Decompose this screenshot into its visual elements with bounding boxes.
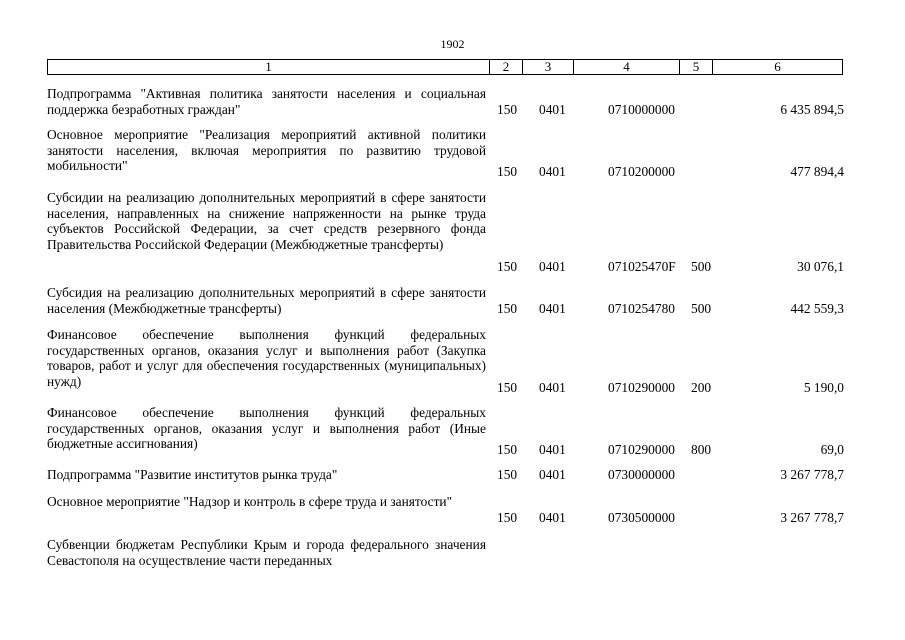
row-col-2: 150 bbox=[497, 380, 518, 396]
row-description: Подпрограмма "Развитие институтов рынка труда" bbox=[47, 467, 338, 482]
row-col-6: 30 076,1 bbox=[797, 259, 844, 275]
row-col-4: 0710200000 bbox=[608, 164, 675, 180]
row-col-4: 071025470F bbox=[608, 259, 676, 275]
row-col-4: 0710254780 bbox=[608, 301, 675, 317]
row-description: Субсидия на реализацию дополнительных мероприятий в сфере занятости населения (Межбюджетные трансферты) bbox=[47, 285, 486, 316]
row-col-2: 150 bbox=[497, 467, 518, 483]
row-col-2: 150 bbox=[497, 301, 518, 317]
row-col-3: 0401 bbox=[539, 259, 566, 275]
header-col-5: 5 bbox=[680, 60, 713, 74]
table-row bbox=[0, 285, 905, 317]
row-col-5: 500 bbox=[691, 301, 712, 317]
row-col-3: 0401 bbox=[539, 301, 566, 317]
row-col-2: 150 bbox=[497, 259, 518, 275]
row-col-6: 3 267 778,7 bbox=[780, 510, 844, 526]
row-description: Субсидии на реализацию дополнительных мероприятий в сфере занятости населения, направленных на снижение напряженности на рынке труда субъектов Российской Федерации, за счет средств резервного фонда Правительства Российской Федерации (Межбюджетные трансферты) bbox=[47, 190, 486, 253]
row-col-6: 442 559,3 bbox=[790, 301, 844, 317]
table-row bbox=[0, 537, 905, 569]
header-col-1: 1 bbox=[48, 60, 490, 74]
row-col-2: 150 bbox=[497, 442, 518, 458]
table-row bbox=[0, 467, 905, 483]
row-col-3: 0401 bbox=[539, 442, 566, 458]
row-col-4: 0710290000 bbox=[608, 442, 675, 458]
row-description: Финансовое обеспечение выполнения функций федеральных государственных органов, оказания услуг и выполнения работ (Иные бюджетные ассигнования) bbox=[47, 405, 486, 452]
row-col-3: 0401 bbox=[539, 102, 566, 118]
row-col-6: 69,0 bbox=[820, 442, 844, 458]
row-col-4: 0710290000 bbox=[608, 380, 675, 396]
table-row bbox=[0, 405, 905, 458]
table-row bbox=[0, 86, 905, 118]
row-col-4: 0710000000 bbox=[608, 102, 675, 118]
row-col-3: 0401 bbox=[539, 380, 566, 396]
row-col-6: 477 894,4 bbox=[790, 164, 844, 180]
row-col-3: 0401 bbox=[539, 510, 566, 526]
row-col-3: 0401 bbox=[539, 467, 566, 483]
table-header bbox=[47, 59, 843, 75]
row-col-2: 150 bbox=[497, 102, 518, 118]
row-col-5: 200 bbox=[691, 380, 712, 396]
row-col-6: 5 190,0 bbox=[803, 380, 844, 396]
table-row bbox=[0, 327, 905, 396]
page-number: 1902 bbox=[440, 37, 465, 51]
header-col-2: 2 bbox=[490, 60, 523, 74]
row-description: Основное мероприятие "Реализация мероприятий активной политики занятости населения, включая мероприятия по развитию трудовой мобильности" bbox=[47, 127, 486, 174]
row-col-6: 3 267 778,7 bbox=[780, 467, 844, 483]
row-col-3: 0401 bbox=[539, 164, 566, 180]
table-row bbox=[0, 190, 905, 275]
row-col-5: 500 bbox=[691, 259, 712, 275]
header-col-6: 6 bbox=[774, 59, 781, 74]
table-row bbox=[0, 494, 905, 526]
row-description: Основное мероприятие "Надзор и контроль в сфере труда и занятости" bbox=[47, 494, 453, 509]
row-col-2: 150 bbox=[497, 510, 518, 526]
row-description: Подпрограмма "Активная политика занятости населения и социальная поддержка безработных граждан" bbox=[47, 86, 486, 117]
row-description: Финансовое обеспечение выполнения функций федеральных государственных органов, оказания услуг и выполнения работ (Закупка товаров, работ и услуг для обеспечения государственных (муниципальных) нужд) bbox=[47, 327, 486, 390]
row-description: Субвенции бюджетам Республики Крым и города федерального значения Севастополя на осуществление части переданных bbox=[47, 537, 486, 568]
row-col-6: 6 435 894,5 bbox=[780, 102, 844, 118]
row-col-5: 800 bbox=[691, 442, 712, 458]
table-row bbox=[0, 127, 905, 180]
row-col-4: 0730500000 bbox=[608, 510, 675, 526]
header-col-3: 3 bbox=[523, 60, 574, 74]
row-col-2: 150 bbox=[497, 164, 518, 180]
header-col-4: 4 bbox=[574, 60, 680, 74]
row-col-4: 0730000000 bbox=[608, 467, 675, 483]
